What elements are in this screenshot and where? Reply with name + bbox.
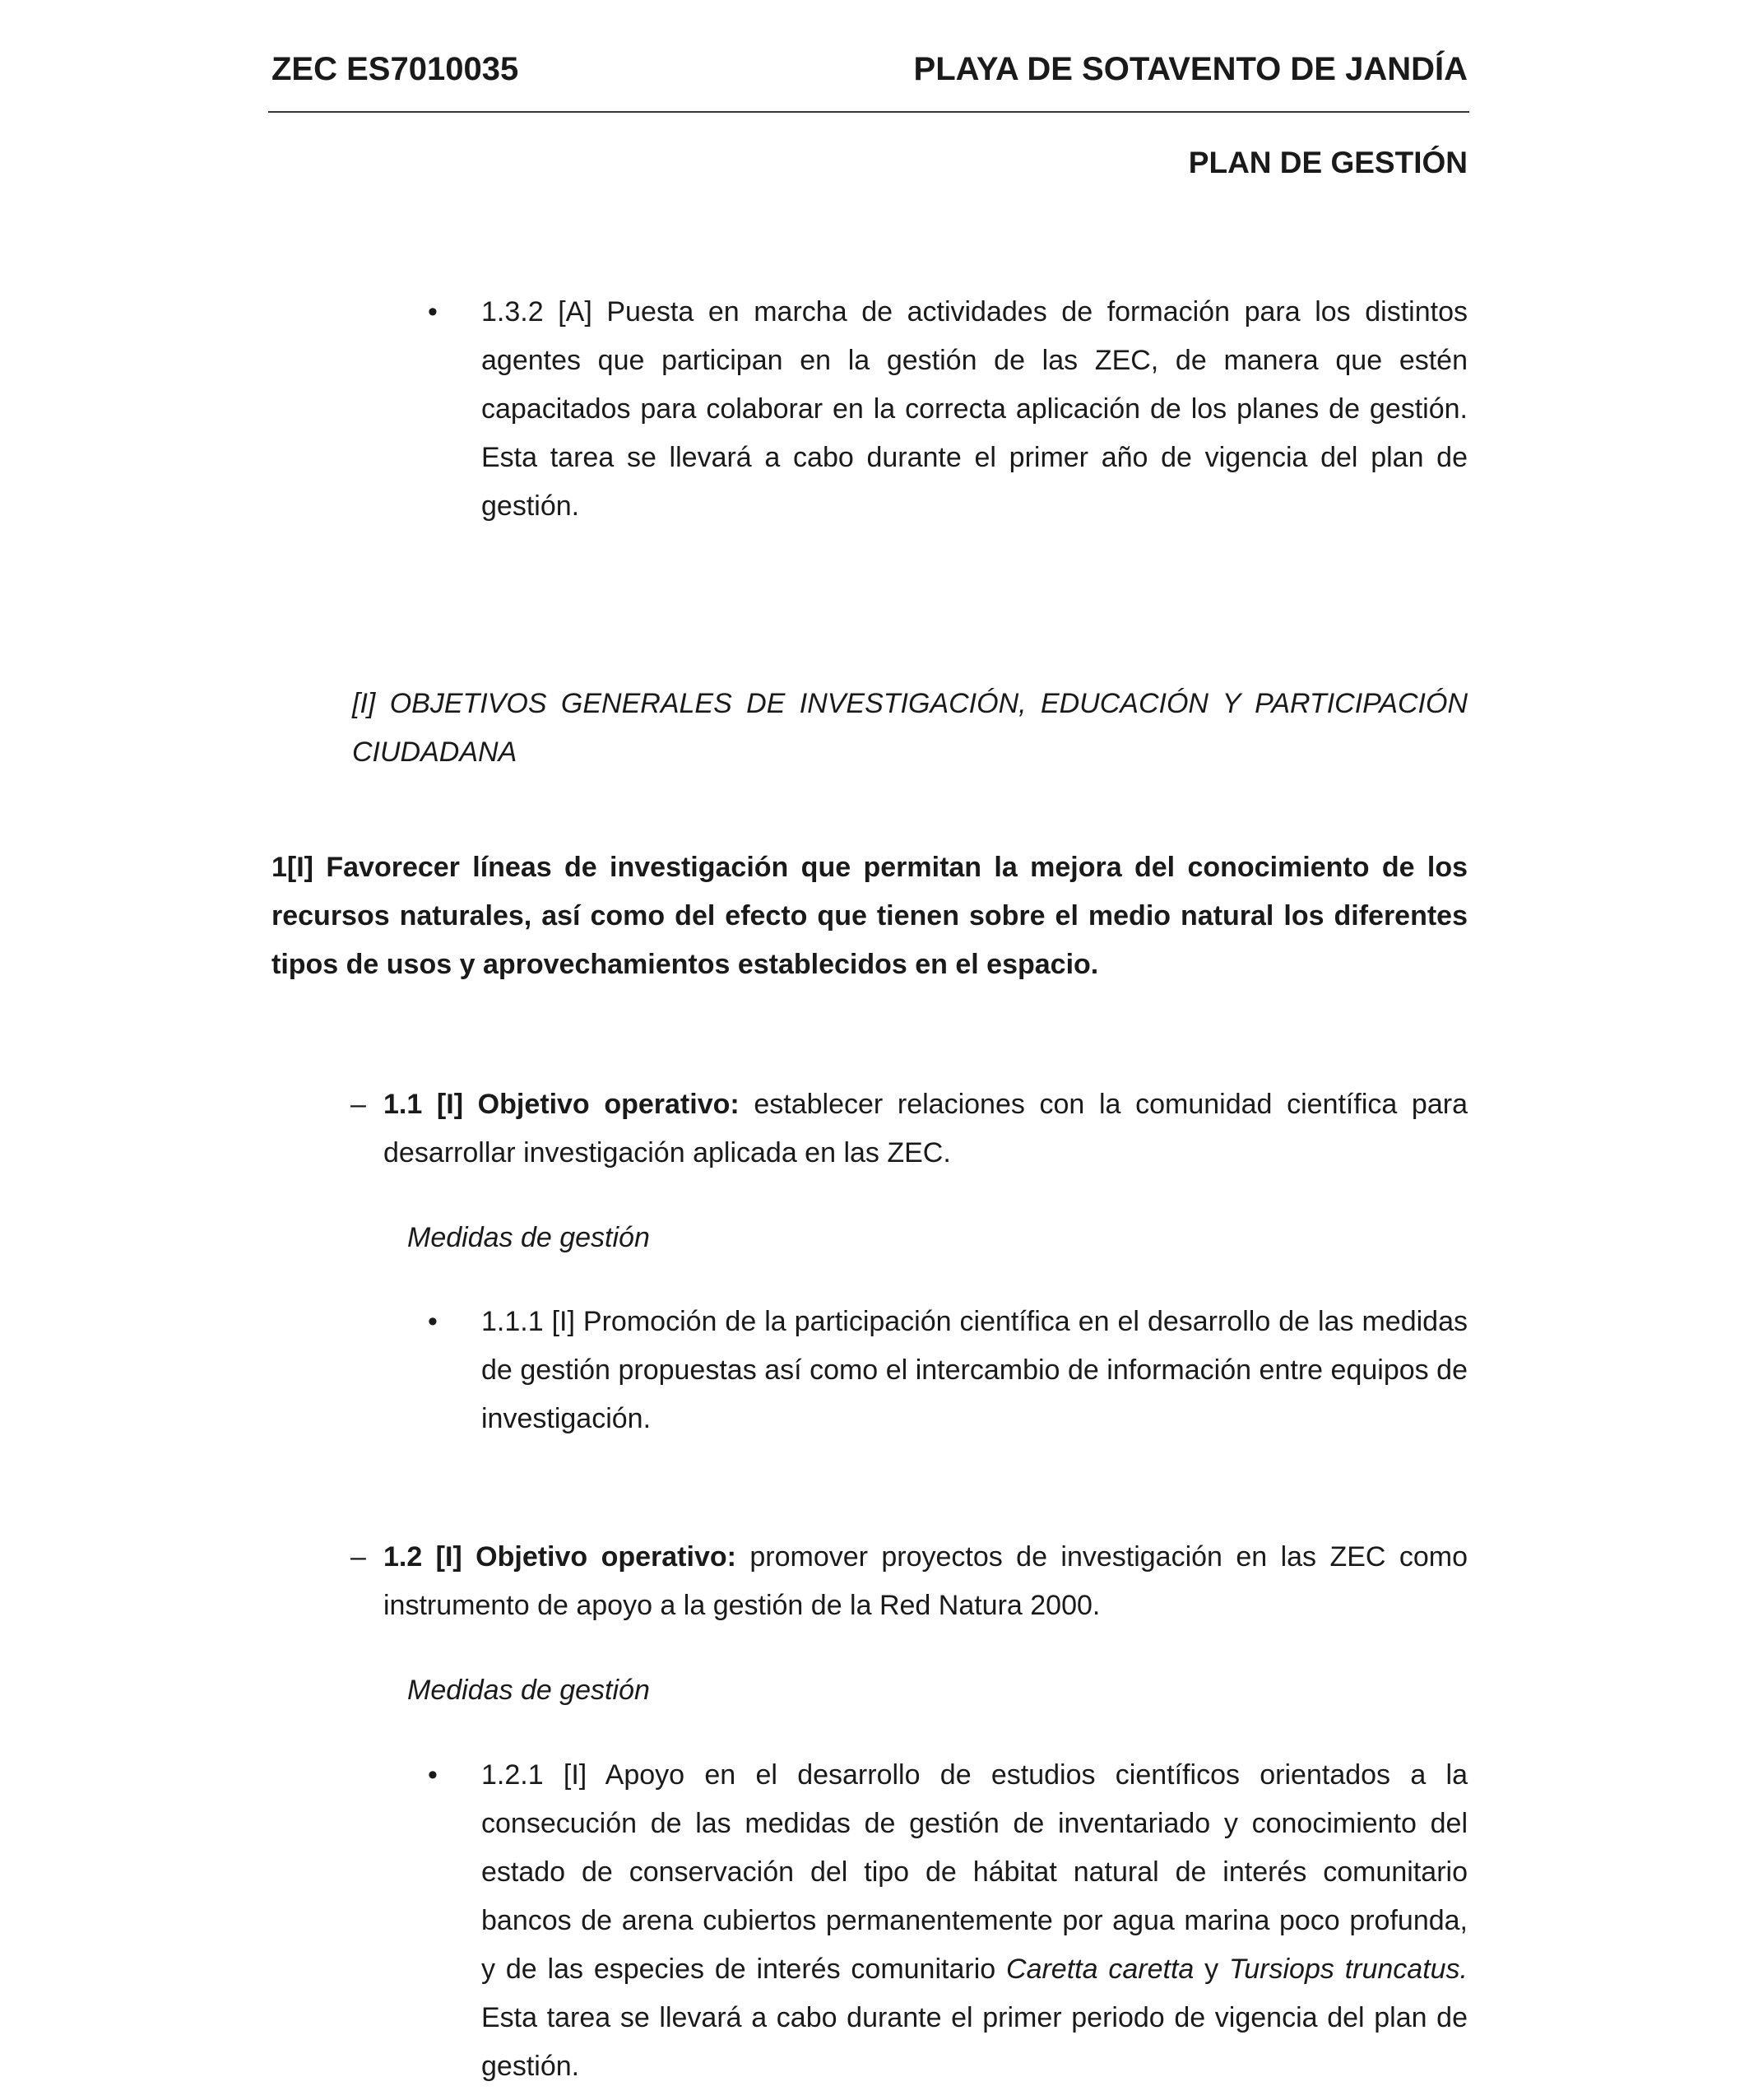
measure-1-3-2: 1.3.2 [A] Puesta en marcha de actividades de formación para los distintos agentes que participan en la gestión de las ZEC, de manera que estén capacitados para colaborar en la correcta aplicación de los planes de gestión. Esta tarea se llevará a cabo durante el primer año de vigencia del plan de gestión. — [481, 296, 1468, 522]
operational-objective-1-2 — [383, 1533, 1468, 1630]
bullet-marker: • — [428, 1306, 438, 1337]
measures-heading: Medidas de gestión — [407, 1675, 650, 1706]
measure-text: Esta tarea se llevará a cabo durante el primer periodo de vigencia del plan de gestión. — [481, 2002, 1468, 2082]
header-site-name: PLAYA DE SOTAVENTO DE JANDÍA — [913, 51, 1468, 87]
dash-marker: – — [350, 1541, 366, 1573]
bullet-marker: • — [428, 1759, 438, 1791]
section-title: [I] OBJETIVOS GENERALES DE INVESTIGACIÓN, EDUCACIÓN Y PARTICIPACIÓN CIUDADANA — [352, 688, 1468, 768]
measure-text: 1.2.1 [I] Apoyo en el desarrollo de estudios científicos orientados a la consecución de las medidas de gestión de inventariado y conocimiento del estado de conservación del tipo de hábitat natural de interés comunitario bancos de arena cubiertos permanentemente por agua marina poco profunda, y de las especies de interés comunitario — [481, 1759, 1468, 1985]
measure-1-2-1 — [481, 1751, 1468, 2091]
measure-text: y — [1194, 1954, 1230, 1985]
species-name: Caretta caretta — [1006, 1954, 1195, 1985]
measure-1-1-1: 1.1.1 [I] Promoción de la participación científica en el desarrollo de las medidas de gestión propuestas así como el intercambio de información entre equipos de investigación. — [481, 1306, 1468, 1434]
measures-heading: Medidas de gestión — [407, 1222, 650, 1253]
bullet-marker: • — [428, 296, 438, 328]
general-objective-1: 1[I] Favorecer líneas de investigación que permitan la mejora del conocimiento de los recursos naturales, así como del efecto que tienen sobre el medio natural los diferentes tipos de usos y aprovechamientos establecidos en el espacio. — [271, 852, 1468, 980]
header-divider — [268, 111, 1469, 113]
operational-objective-text: establecer relaciones con la comunidad científica para desarrollar investigación aplicada en las ZEC. — [383, 1089, 1468, 1168]
operational-objective-label: 1.1 [I] Objetivo operativo: — [383, 1089, 740, 1120]
operational-objective-label: 1.2 [I] Objetivo operativo: — [383, 1541, 736, 1573]
operational-objective-1-1 — [383, 1080, 1468, 1178]
operational-objective-text: promover proyectos de investigación en las ZEC como instrumento de apoyo a la gestión de la Red Natura 2000. — [383, 1541, 1468, 1621]
header-subtitle: PLAN DE GESTIÓN — [1188, 146, 1468, 179]
dash-marker: – — [350, 1089, 366, 1120]
header-code: ZEC ES7010035 — [271, 51, 519, 87]
species-name: Tursiops truncatus. — [1229, 1954, 1468, 1985]
